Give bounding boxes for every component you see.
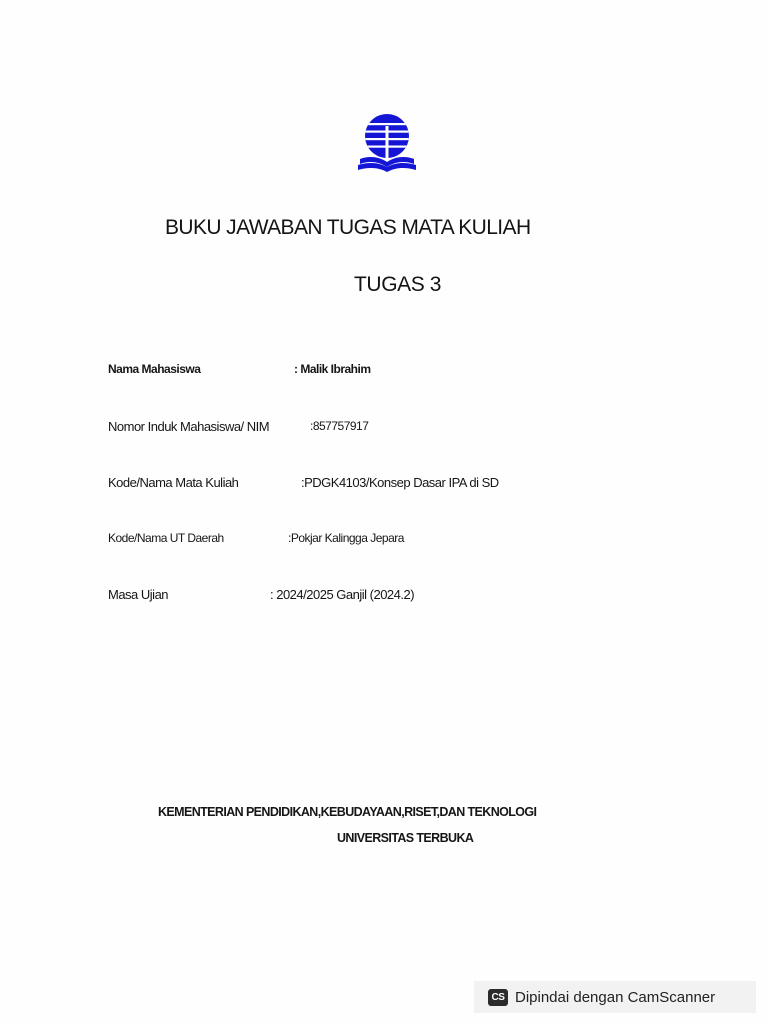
field-value: : Malik Ibrahim (294, 362, 371, 376)
ut-logo-icon (356, 112, 418, 174)
field-value: :Pokjar Kalingga Jepara (288, 531, 404, 545)
field-label: Kode/Nama UT Daerah (108, 531, 224, 545)
document-subtitle: TUGAS 3 (354, 273, 442, 296)
field-value: :857757917 (310, 419, 369, 433)
footer-ministry: KEMENTERIAN PENDIDIKAN,KEBUDAYAAN,RISET,DAN TEKNOLOGI (158, 805, 537, 819)
document-title: BUKU JAWABAN TUGAS MATA KULIAH (165, 216, 531, 239)
field-label: Masa Ujian (108, 587, 169, 602)
field-label: Nomor Induk Mahasiswa/ NIM (108, 419, 270, 434)
field-value: : 2024/2025 Ganjil (2024.2) (270, 587, 415, 602)
camscanner-icon: CS (488, 989, 508, 1006)
field-label: Kode/Nama Mata Kuliah (108, 475, 239, 490)
footer-university: UNIVERSITAS TERBUKA (337, 831, 474, 845)
camscanner-text: Dipindai dengan CamScanner (515, 988, 716, 1006)
camscanner-watermark (474, 981, 756, 1013)
field-value: :PDGK4103/Konsep Dasar IPA di SD (301, 475, 499, 490)
field-label: Nama Mahasiswa (108, 362, 201, 376)
